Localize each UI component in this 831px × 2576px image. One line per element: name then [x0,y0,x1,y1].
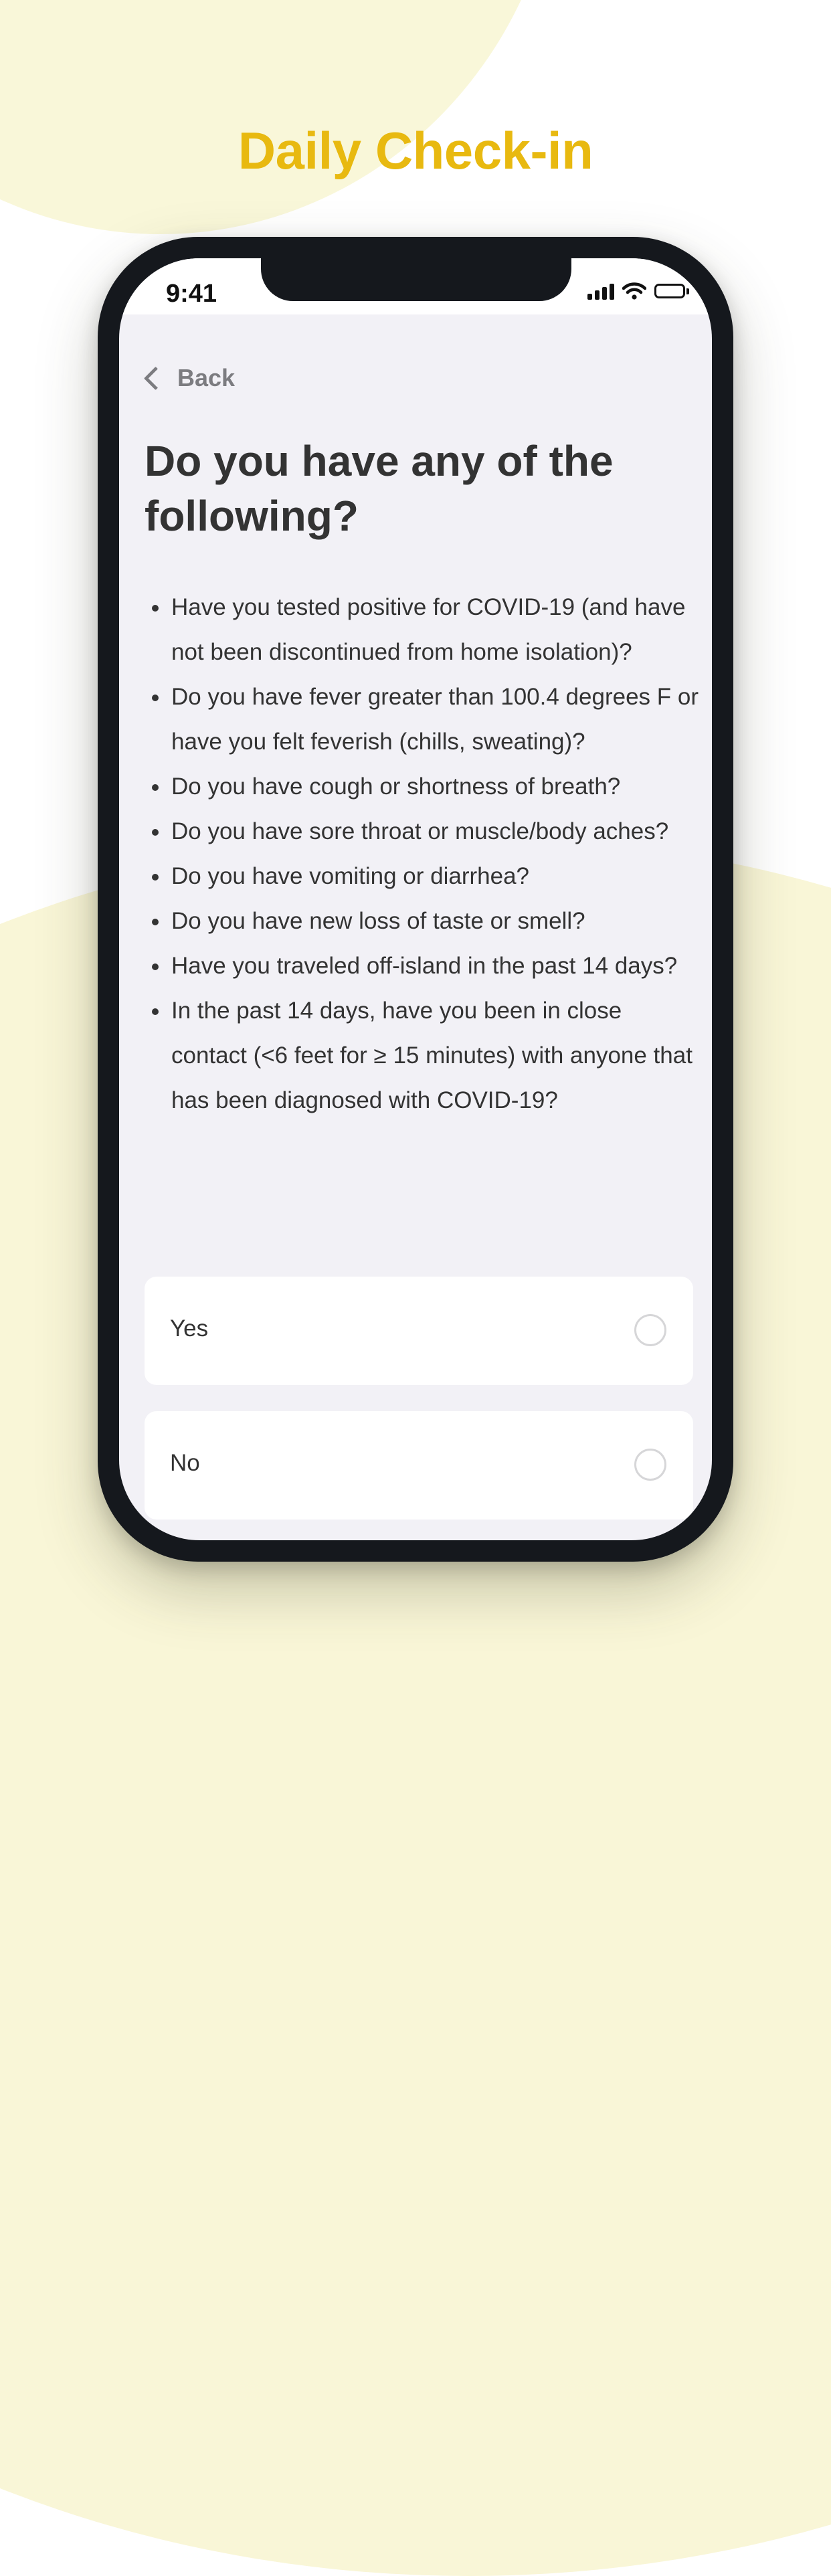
chevron-left-icon [144,366,167,389]
option-no-label: No [170,1450,200,1476]
list-item: • Do you have vomiting or diarrhea? [170,854,700,899]
radio-no[interactable] [634,1449,666,1481]
phone-screen [119,258,712,1540]
list-item: • Do you have new loss of taste or smell? [170,899,700,943]
list-item: • Do you have sore throat or muscle/body aches? [170,809,700,854]
signal-icon [587,282,614,300]
question-title: Do you have any of the following? [145,437,614,540]
option-yes-label: Yes [170,1315,209,1342]
phone-frame [98,237,733,1562]
radio-yes[interactable] [634,1314,666,1346]
back-label: Back [177,364,236,391]
list-item: • Do you have fever greater than 100.4 degrees F or have you felt feverish (chills, sweating)? [170,674,700,764]
list-item: • Have you traveled off-island in the past 14 days? [170,943,700,988]
status-time: 9:41 [166,280,217,308]
notch [261,258,571,301]
promo-headline: Daily Check-in [238,121,593,180]
battery-icon [654,284,689,298]
background-blob-top [0,0,562,234]
status-icons [587,282,689,300]
list-item: • Do you have cough or shortness of breath? [170,764,700,809]
back-button[interactable] [142,364,235,392]
status-bar [119,258,712,314]
wifi-icon [622,282,646,300]
list-item: • In the past 14 days, have you been in close contact (<6 feet for ≥ 15 minutes) with anyone that has been diagnosed with COVID-19? [170,988,700,1123]
option-no[interactable] [145,1411,693,1520]
symptom-list [145,585,700,1123]
option-yes[interactable] [145,1277,693,1385]
list-item: • Have you tested positive for COVID-19 (and have not been discontinued from home isolation)? [170,585,700,674]
